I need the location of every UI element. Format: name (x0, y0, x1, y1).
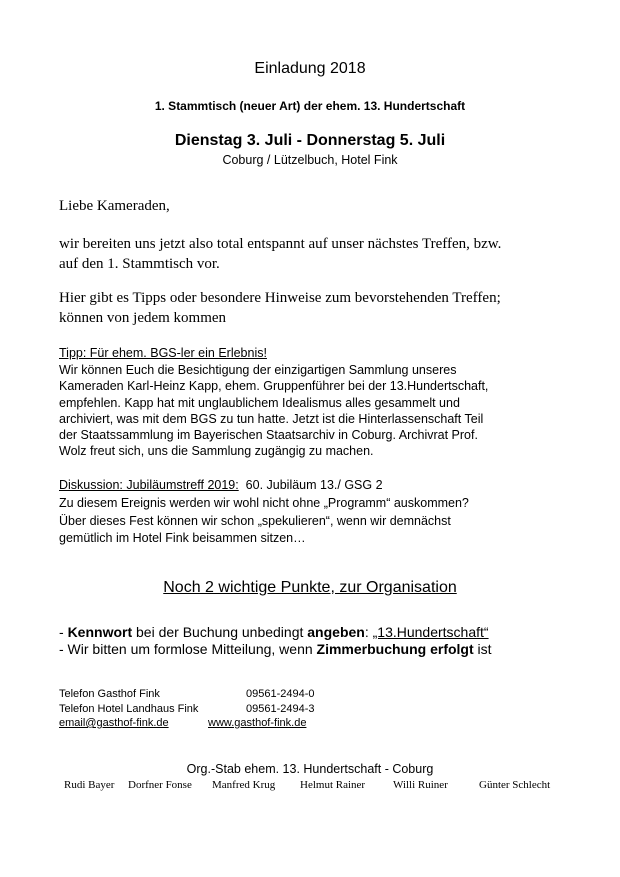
organisation-heading: Noch 2 wichtige Punkte, zur Organisation (163, 579, 457, 596)
subtitle: 1. Stammtisch (neuer Art) der ehem. 13. Hundertschaft (154, 99, 466, 113)
bullet: - (59, 624, 68, 640)
event-dates: Dienstag 3. Juli - Donnerstag 5. Juli (174, 132, 446, 149)
greeting: Liebe Kameraden, (59, 198, 170, 214)
tipp-line: archiviert, was mit dem BGS zu tun hatte. Jetzt ist die Hinterlassenschaft Teil (59, 411, 484, 426)
phone-hotel-label: Telefon Hotel Landhaus Fink (59, 703, 199, 715)
signatory: Rudi Bayer (64, 779, 115, 791)
tipp-line: Wir können Euch die Besichtigung der einzigartigen Sammlung unseres (59, 363, 457, 377)
text: ist (473, 641, 492, 657)
diskussion-heading: Diskussion: Jubiläumstreff 2019: (59, 478, 239, 492)
signatory: Dorfner Fonse (128, 779, 192, 791)
diskussion-line: gemütlich im Hotel Fink beisammen sitzen… (59, 531, 306, 545)
text: : (364, 624, 373, 640)
angeben-label: angeben (307, 624, 365, 640)
tipp-line: empfehlen. Kapp hat mit unglaublichem Idealismus alles gesammelt und (59, 395, 460, 410)
intro-line-4: können von jedem kommen (59, 310, 227, 326)
tipp-body (59, 362, 488, 460)
signatory: Manfred Krug (212, 779, 276, 791)
diskussion-heading-row (59, 478, 383, 492)
intro-line-3: Hier gibt es Tipps oder besondere Hinweise zum bevorstehenden Treffen; (59, 290, 501, 306)
diskussion-line: Zu diesem Ereignis werden wir wohl nicht ohne „Programm“ auskommen? (59, 496, 469, 510)
tipp-line: Kameraden Karl-Heinz Kapp, ehem. Gruppenführer bei der 13.Hundertschaft, (59, 379, 489, 394)
signatory: Helmut Rainer (300, 779, 366, 791)
organisation-point-1 (59, 624, 489, 640)
diskussion-topic: 60. Jubiläum 13./ GSG 2 (238, 478, 383, 492)
tipp-line: der Staatssammlung im Bayerischen Staatsarchiv in Coburg. Archivrat Prof. (59, 428, 478, 443)
organisation-point-2 (59, 641, 492, 657)
intro-line-2: auf den 1. Stammtisch vor. (59, 256, 220, 272)
kennwort-label: Kennwort (67, 624, 133, 640)
phone-hotel-value: 09561-2494-3 (246, 703, 315, 715)
text: - Wir bitten um formlose Mitteilung, wenn (59, 641, 317, 657)
phone-gasthof-label: Telefon Gasthof Fink (59, 688, 160, 700)
tipp-line: Wolz freut sich, uns die Sammlung zugängig zu machen. (59, 444, 374, 459)
tipp-heading: Tipp: Für ehem. BGS-ler ein Erlebnis! (59, 346, 267, 360)
signatory: Günter Schlecht (479, 779, 551, 791)
signatory: Willi Ruiner (393, 779, 448, 791)
diskussion-line: Über dieses Fest können wir schon „spekulieren“, wenn wir demnächst (59, 513, 451, 528)
page-title: Einladung 2018 (254, 60, 366, 77)
phone-gasthof-value: 09561-2494-0 (246, 688, 315, 700)
zimmerbuchung-label: Zimmerbuchung erfolgt (316, 641, 474, 657)
diskussion-body (59, 495, 469, 548)
email-link[interactable]: email@gasthof-fink.de (59, 717, 169, 729)
org-stab: Org.-Stab ehem. 13. Hundertschaft - Coburg (186, 762, 434, 776)
kennwort-value: „13.Hundertschaft“ (372, 624, 489, 640)
intro-line-1: wir bereiten uns jetzt also total entspannt auf unser nächstes Treffen, bzw. (59, 236, 502, 252)
website-link[interactable]: www.gasthof-fink.de (208, 717, 307, 729)
text: bei der Buchung unbedingt (132, 624, 308, 640)
event-location: Coburg / Lützelbuch, Hotel Fink (222, 153, 398, 167)
